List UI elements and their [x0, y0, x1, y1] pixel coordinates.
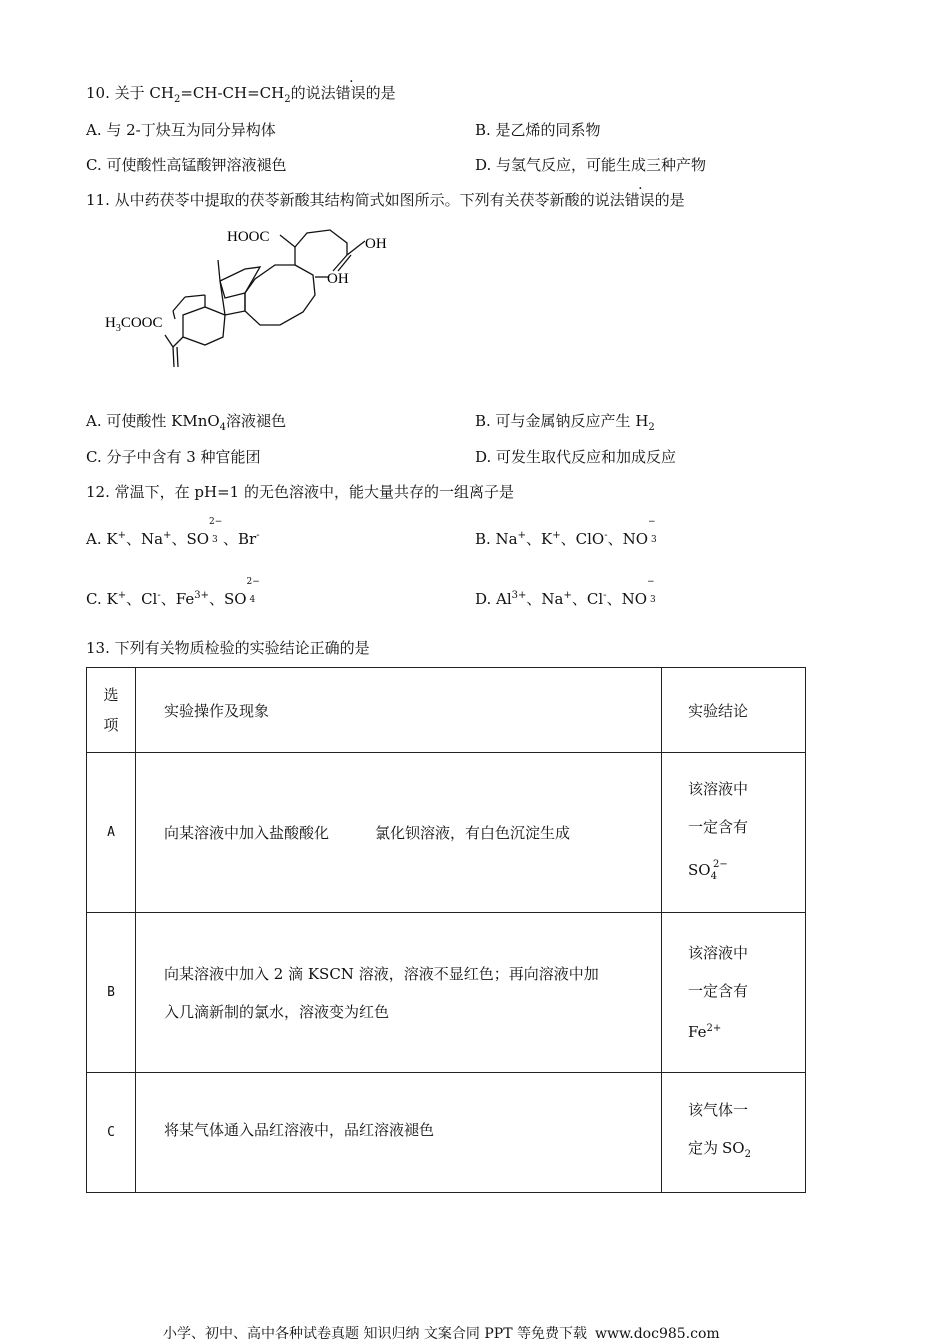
q10-stem-post: 的说法 [290, 84, 336, 102]
q10-option-a: A. 与 2-丁炔互为同分异构体 [86, 121, 276, 139]
q11-option-d: D. 可发生取代反应和加成反应 [475, 448, 677, 466]
oh-label-ring: OH [327, 271, 349, 287]
q11-stem-text: 11. 从中药茯苓中提取的茯苓新酸其结构简式如图所示。下列有关茯苓新酸的说法 [86, 191, 625, 209]
q10-option-b: B. 是乙烯的同系物 [475, 121, 601, 139]
q11-stem [86, 189, 685, 210]
row-a-operation: 向某溶液中加入盐酸酸化 氯化钡溶液，有白色沉淀生成 [136, 753, 662, 913]
table-row [87, 753, 806, 913]
row-b-operation: 向某溶液中加入 2 滴 KSCN 溶液，溶液不显红色；再向溶液中加 入几滴新制的氯水，溶液变为红色 [136, 913, 662, 1073]
table-header-row [87, 668, 806, 753]
q12-option-a: A. K+、Na+、SO 2− 3 、Br- [86, 517, 260, 548]
oh-label-top: OH [365, 236, 387, 252]
table-row [87, 913, 806, 1073]
footer [163, 1323, 728, 1343]
footer-site[interactable]: www.doc985.com [594, 1326, 720, 1342]
q10-sub-b: 2 [284, 94, 291, 105]
header-option-cell: 选 项 [87, 668, 136, 753]
ester-label: $H_3COOC$ [105, 315, 163, 334]
row-c-option: C [87, 1073, 136, 1193]
hooc-label: HOOC [227, 229, 270, 245]
row-a-option: A [87, 753, 136, 913]
q11-option-c: C. 分子中含有 3 种官能团 [86, 448, 261, 466]
table-row [87, 1073, 806, 1193]
row-a-conclusion: 该溶液中 一定含有 $SO_4^{2-}$ [662, 753, 806, 913]
header-conclusion-cell: 实验结论 [662, 668, 806, 753]
poria-acid-structure [95, 215, 415, 375]
q10-stem-end: 的是 [365, 84, 396, 102]
header-operation-cell: 实验操作及现象 [136, 668, 662, 753]
q10-option-d: D. 与氢气反应，可能生成三种产物 [475, 156, 707, 174]
q11-option-a: A. 可使酸性 KMnO$_4$溶液褪色 [86, 412, 287, 433]
q10-stem-mid: =CH-CH=CH [180, 84, 285, 102]
q12-option-c: C. K+、Cl-、$Fe^{3+}$、SO 2− 4 [86, 577, 260, 608]
q10-emphasis: 错误 [335, 84, 366, 102]
q11-option-b: B. 可与金属钠反应产生 $H_2$ [475, 412, 655, 433]
footer-text: 小学、初中、高中各种试卷真题 知识归纳 文案合同 PPT 等免费下载 [163, 1326, 587, 1342]
row-c-operation: 将某气体通入品红溶液中，品红溶液褪色 [136, 1073, 662, 1193]
row-b-conclusion: 该溶液中 一定含有 $Fe^{2+}$ [662, 913, 806, 1073]
q10-sub-a: 2 [173, 94, 181, 105]
q13-table [86, 667, 806, 1193]
q11-emphasis: 错误 [624, 191, 655, 209]
q10-stem-pre: 10. 关于 CH [86, 84, 174, 102]
row-c-conclusion: 该气体一 定为 $SO_2$ [662, 1073, 806, 1193]
q11-stem-end: 的是 [654, 191, 685, 209]
q12-stem: 12. 常温下，在 pH=1 的无色溶液中，能大量共存的一组离子是 [86, 483, 514, 501]
row-b-option: B [87, 913, 136, 1073]
q12-option-b: B. Na+、K+、ClO-、NO − 3 [475, 517, 657, 548]
q13-stem: 13. 下列有关物质检验的实验结论正确的是 [86, 639, 370, 657]
q12-option-d: D. $Al^{3+}$、Na+、Cl-、NO − 3 [475, 577, 656, 608]
q10-stem [86, 82, 396, 105]
q10-option-c: C. 可使酸性高锰酸钾溶液褪色 [86, 156, 287, 174]
